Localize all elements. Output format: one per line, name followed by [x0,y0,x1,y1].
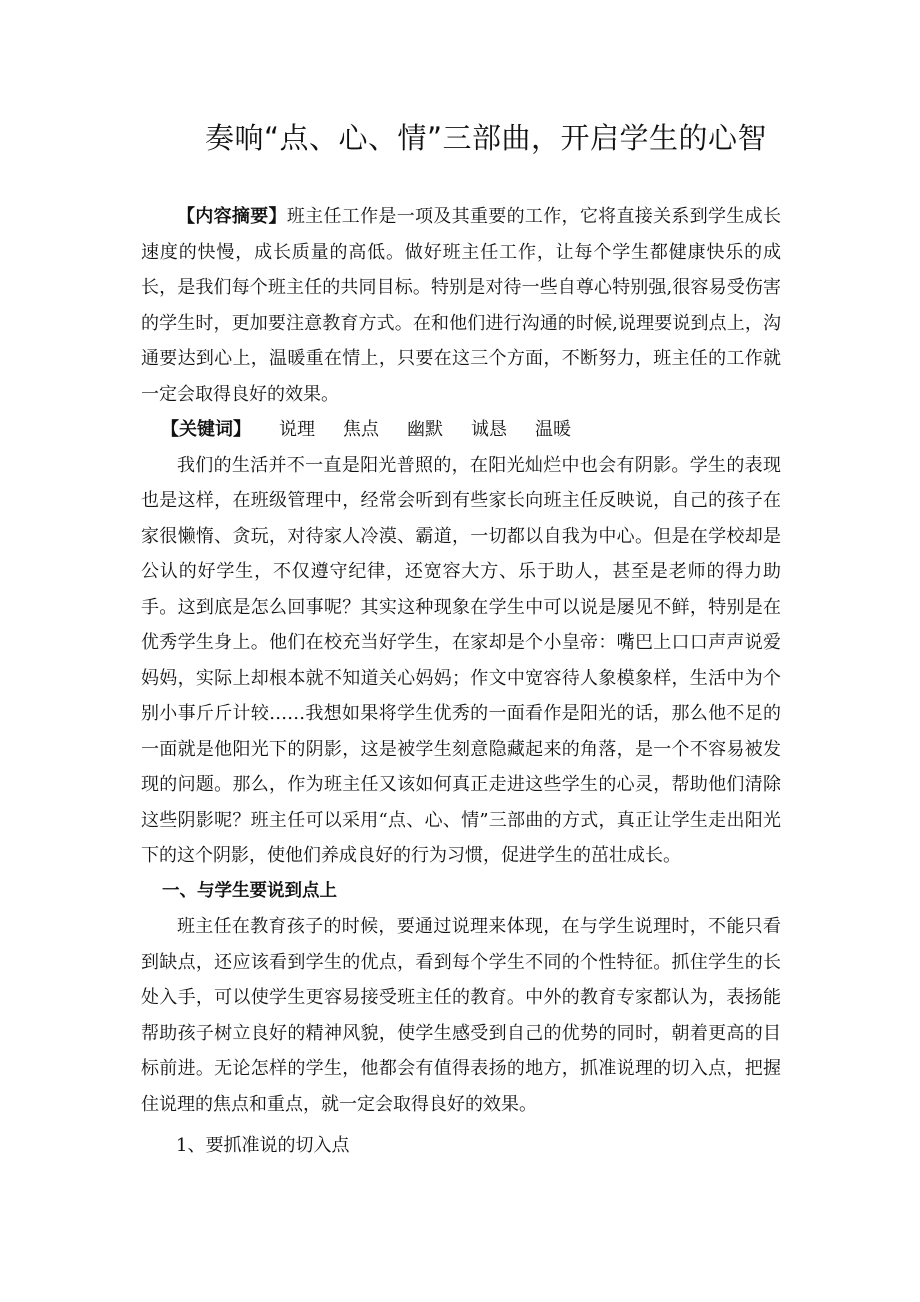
intro-paragraph: 我们的生活并不一直是阳光普照的，在阳光灿烂中也会有阴影。学生的表现也是这样，在班级管理中，经常会听到有些家长向班主任反映说，自己的孩子在家很懒惰、贪玩，对待家人冷漠、霸道，一切都以自我为中心。但是在学校却是公认的好学生，不仅遵守纪律，还宽容大方、乐于助人，甚至是老师的得力助手。这到底是怎么回事呢？其实这种现象在学生中可以说是屡见不鲜，特别是在优秀学生身上。他们在校充当好学生，在家却是个小皇帝：嘴巴上口口声声说爱妈妈，实际上却根本就不知道关心妈妈；作文中宽容待人象模象样，生活中为个别小事斤斤计较……我想如果将学生优秀的一面看作是阳光的话，那么他不足的一面就是他阳光下的阴影，这是被学生刻意隐藏起来的角落，是一个不容易被发现的问题。那么，作为班主任又该如何真正走进这些学生的心灵，帮助他们清除这些阴影呢？班主任可以采用“点、心、情”三部曲的方式，真正让学生走出阳光下的这个阴影，使他们养成良好的行为习惯，促进学生的茁壮成长。 [141,454,781,866]
section-heading: 一、与学生要说到点上 [162,880,337,901]
keyword-item: 幽默 [407,419,443,440]
abstract-text: 班主任工作是一项及其重要的工作，它将直接关系到学生成长速度的快慢，成长质量的高低。做好班主任工作，让每个学生都健康快乐的成长，是我们每个班主任的共同目标。特别是对待一些自尊心特别强,很容易受伤害的学生时，更加要注意教育方式。在和他们进行沟通的时候,说理要说到点上，沟通要达到心上，温暖重在情上，只要在这三个方面，不断努力，班主任的工作就一定会取得良好的效果。 [141,206,781,405]
keyword-item: 诚恳 [471,419,507,440]
section-paragraph: 班主任在教育孩子的时候，要通过说理来体现，在与学生说理时，不能只看到缺点，还应该看到学生的优点，看到每个学生不同的个性特征。抓住学生的长处入手，可以使学生更容易接受班主任的教育。中外的教育专家都认为，表扬能帮助孩子树立良好的精神风貌，使学生感受到自己的优势的同时，朝着更高的目标前进。无论怎样的学生，他都会有值得表扬的地方，抓准说理的切入点，把握住说理的焦点和重点，就一定会取得良好的效果。 [141,916,781,1115]
keyword-item: 说理 [279,419,315,440]
abstract-label: 【内容摘要】 [177,206,287,227]
keyword-item: 温暖 [535,419,571,440]
keywords-label: 【关键词】 [161,419,251,440]
document-title: 奏响“点、心、情”三部曲，开启学生的心智 [204,121,768,155]
section-subheading: 1、要抓准说的切入点 [176,1135,350,1156]
keywords-line [141,412,781,448]
document-body [141,199,781,1164]
abstract-paragraph [141,199,781,412]
keyword-item: 焦点 [343,419,379,440]
